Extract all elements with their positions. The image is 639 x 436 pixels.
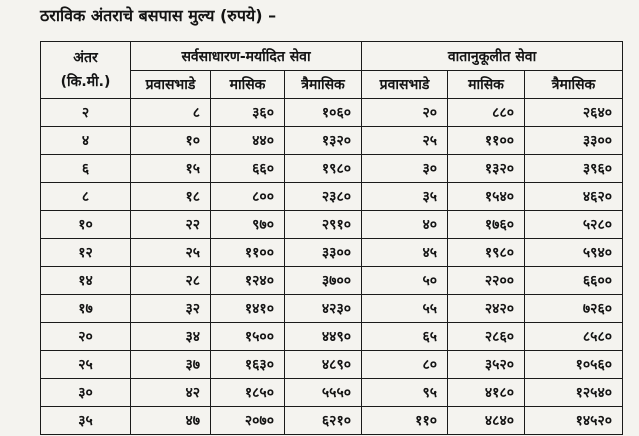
ac-quarterly-cell: १४५२० xyxy=(525,407,623,435)
ac-monthly-cell: ४१८० xyxy=(448,379,525,407)
subheader-ac-fare: प्रवासभाडे xyxy=(362,71,448,99)
table-row xyxy=(41,127,623,155)
ordinary-fare-cell: १८ xyxy=(131,183,211,211)
ordinary-monthly-cell: ४४० xyxy=(211,127,285,155)
ordinary-quarterly-cell: ३३०० xyxy=(285,239,362,267)
subheader-ac-quarterly: त्रैमासिक xyxy=(525,71,623,99)
ordinary-quarterly-cell: ४२३० xyxy=(285,295,362,323)
ordinary-quarterly-cell: ६२१० xyxy=(285,407,362,435)
table-row xyxy=(41,155,623,183)
distance-cell: १४ xyxy=(41,267,131,295)
distance-cell: २० xyxy=(41,323,131,351)
ordinary-monthly-cell: ११०० xyxy=(211,239,285,267)
ac-fare-cell: ३० xyxy=(362,155,448,183)
ordinary-fare-cell: १० xyxy=(131,127,211,155)
ac-quarterly-cell: ५९४० xyxy=(525,239,623,267)
ordinary-monthly-cell: ६६० xyxy=(211,155,285,183)
distance-cell: १० xyxy=(41,211,131,239)
distance-cell: ६ xyxy=(41,155,131,183)
ordinary-quarterly-cell: ३७०० xyxy=(285,267,362,295)
distance-cell: ३५ xyxy=(41,407,131,435)
ac-fare-cell: ८० xyxy=(362,351,448,379)
ordinary-fare-cell: १५ xyxy=(131,155,211,183)
ac-quarterly-cell: १२५४० xyxy=(525,379,623,407)
ordinary-fare-cell: २५ xyxy=(131,239,211,267)
ac-fare-cell: २० xyxy=(362,99,448,127)
subheader-ordinary-quarterly: त्रैमासिक xyxy=(285,71,362,99)
ac-quarterly-cell: ८५८० xyxy=(525,323,623,351)
ordinary-fare-cell: ४७ xyxy=(131,407,211,435)
distance-cell: १२ xyxy=(41,239,131,267)
ac-monthly-cell: १३२० xyxy=(448,155,525,183)
distance-header-label: अंतर xyxy=(73,50,98,66)
table-row xyxy=(41,99,623,127)
distance-header-unit: (कि.मी.) xyxy=(60,74,111,90)
ordinary-monthly-cell: २०७० xyxy=(211,407,285,435)
ordinary-monthly-cell: ३६० xyxy=(211,99,285,127)
ordinary-fare-cell: ३७ xyxy=(131,351,211,379)
ac-quarterly-cell: ३९६० xyxy=(525,155,623,183)
ordinary-fare-cell: २२ xyxy=(131,211,211,239)
ac-monthly-cell: १७६० xyxy=(448,211,525,239)
ordinary-quarterly-cell: २३८० xyxy=(285,183,362,211)
ac-quarterly-cell: १०५६० xyxy=(525,351,623,379)
distance-cell: ४ xyxy=(41,127,131,155)
ordinary-monthly-cell: १६३० xyxy=(211,351,285,379)
table-row xyxy=(41,211,623,239)
distance-column-header xyxy=(41,42,131,99)
ac-quarterly-cell: ७२६० xyxy=(525,295,623,323)
ordinary-monthly-cell: १८५० xyxy=(211,379,285,407)
ac-quarterly-cell: ५२८० xyxy=(525,211,623,239)
ac-quarterly-cell: ४६२० xyxy=(525,183,623,211)
ac-monthly-cell: १९८० xyxy=(448,239,525,267)
distance-cell: २५ xyxy=(41,351,131,379)
group-header-ordinary-service: सर्वसाधारण-मर्यादित सेवा xyxy=(131,42,362,71)
ordinary-quarterly-cell: १९८० xyxy=(285,155,362,183)
ordinary-fare-cell: २८ xyxy=(131,267,211,295)
ac-monthly-cell: ३५२० xyxy=(448,351,525,379)
distance-cell: ८ xyxy=(41,183,131,211)
ordinary-monthly-cell: १४१० xyxy=(211,295,285,323)
ac-fare-cell: ९५ xyxy=(362,379,448,407)
subheader-ac-monthly: मासिक xyxy=(448,71,525,99)
ac-monthly-cell: २४२० xyxy=(448,295,525,323)
table-row xyxy=(41,407,623,435)
ac-monthly-cell: ८८० xyxy=(448,99,525,127)
ac-fare-cell: ३५ xyxy=(362,183,448,211)
ordinary-monthly-cell: ९७० xyxy=(211,211,285,239)
distance-cell: ३० xyxy=(41,379,131,407)
subheader-ordinary-fare: प्रवासभाडे xyxy=(131,71,211,99)
ac-fare-cell: ४५ xyxy=(362,239,448,267)
ac-quarterly-cell: ६६०० xyxy=(525,267,623,295)
ordinary-fare-cell: ३२ xyxy=(131,295,211,323)
table-row xyxy=(41,267,623,295)
ordinary-quarterly-cell: ४४९० xyxy=(285,323,362,351)
ac-fare-cell: ५० xyxy=(362,267,448,295)
ac-monthly-cell: २२०० xyxy=(448,267,525,295)
distance-cell: २ xyxy=(41,99,131,127)
ordinary-monthly-cell: १५०० xyxy=(211,323,285,351)
ordinary-quarterly-cell: १३२० xyxy=(285,127,362,155)
ac-monthly-cell: १५४० xyxy=(448,183,525,211)
fare-table-body xyxy=(41,99,623,435)
ac-quarterly-cell: ३३०० xyxy=(525,127,623,155)
table-row xyxy=(41,323,623,351)
ac-fare-cell: २५ xyxy=(362,127,448,155)
ac-monthly-cell: २८६० xyxy=(448,323,525,351)
ordinary-monthly-cell: ८०० xyxy=(211,183,285,211)
bus-pass-fare-table xyxy=(40,41,623,435)
ordinary-fare-cell: ८ xyxy=(131,99,211,127)
ordinary-monthly-cell: १२४० xyxy=(211,267,285,295)
ordinary-quarterly-cell: ४८९० xyxy=(285,351,362,379)
page-title: ठराविक अंतराचे बसपास मुल्य (रुपये) – xyxy=(40,6,277,25)
ac-monthly-cell: ११०० xyxy=(448,127,525,155)
ac-fare-cell: ६५ xyxy=(362,323,448,351)
table-row xyxy=(41,239,623,267)
ordinary-quarterly-cell: १०६० xyxy=(285,99,362,127)
subheader-ordinary-monthly: मासिक xyxy=(211,71,285,99)
ac-fare-cell: ५५ xyxy=(362,295,448,323)
ordinary-fare-cell: ३४ xyxy=(131,323,211,351)
group-header-ac-service: वातानुकूलीत सेवा xyxy=(362,42,623,71)
ac-fare-cell: ११० xyxy=(362,407,448,435)
ac-fare-cell: ४० xyxy=(362,211,448,239)
table-row xyxy=(41,183,623,211)
ordinary-quarterly-cell: ५५५० xyxy=(285,379,362,407)
table-row xyxy=(41,379,623,407)
distance-cell: १७ xyxy=(41,295,131,323)
ordinary-quarterly-cell: २९१० xyxy=(285,211,362,239)
table-row xyxy=(41,295,623,323)
ac-monthly-cell: ४८४० xyxy=(448,407,525,435)
ac-quarterly-cell: २६४० xyxy=(525,99,623,127)
table-row xyxy=(41,351,623,379)
ordinary-fare-cell: ४२ xyxy=(131,379,211,407)
